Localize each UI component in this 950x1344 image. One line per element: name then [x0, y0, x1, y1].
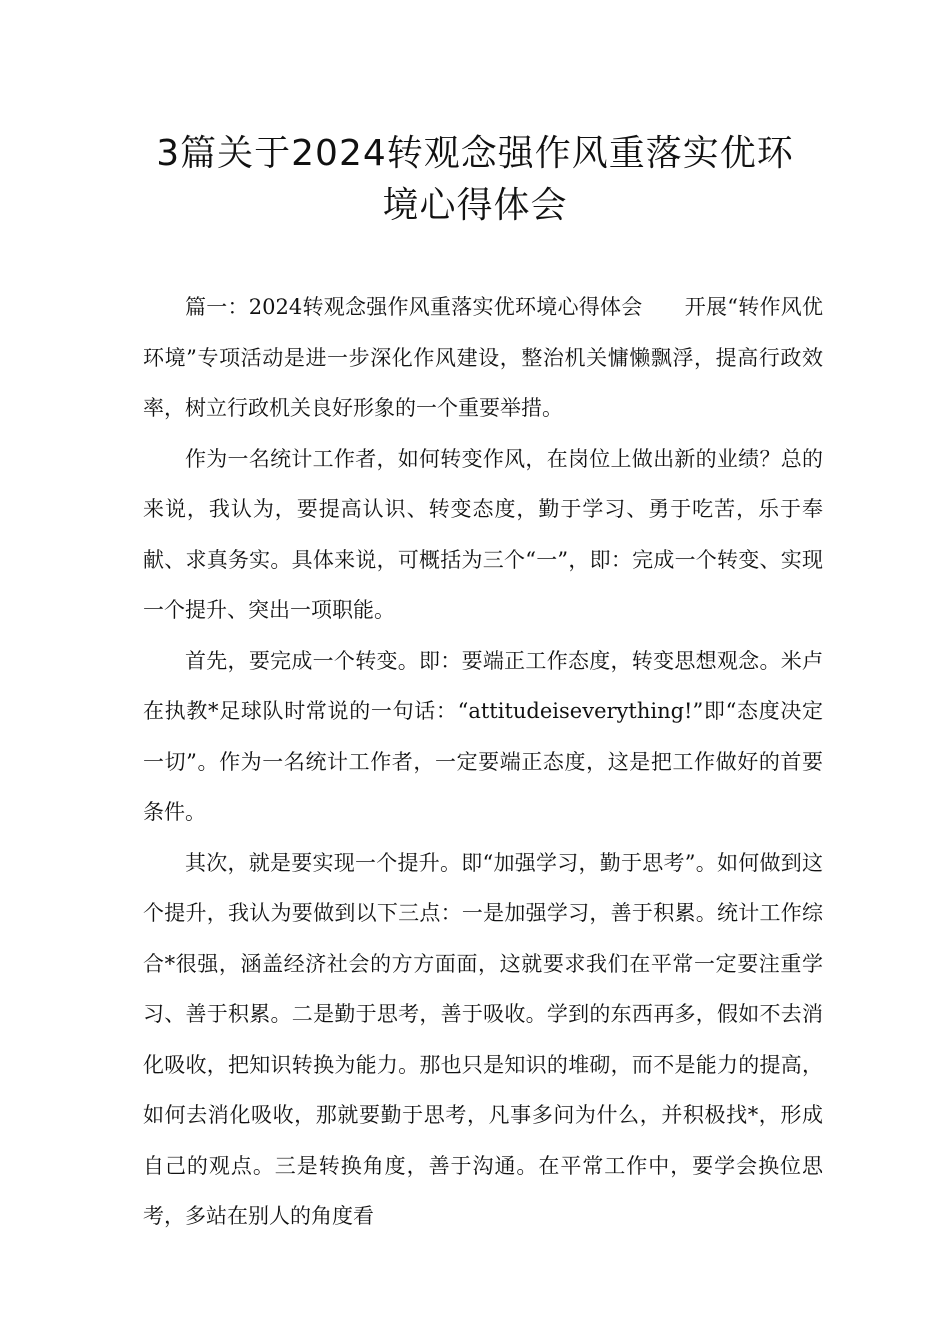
section-heading: 篇一：2024转观念强作风重落实优环境心得体会 [185, 295, 643, 319]
paragraph-3: 首先，要完成一个转变。即：要端正工作态度，转变思想观念。米卢在执教*足球队时常说的一句话：“attitudeiseverything!”即“态度决定一切”。作为一名统计工作者，一定要端正态度，这是把工作做好的首要条件。 [143, 648, 823, 824]
document-title: 3篇关于2024转观念强作风重落实优环境心得体会 [156, 133, 794, 226]
paragraph-2: 作为一名统计工作者，如何转变作风，在岗位上做出新的业绩？总的来说，我认为，要提高认识、转变态度，勤于学习、勇于吃苦，乐于奉献、求真务实。具体来说，可概括为三个“一”，即：完成一个转变、实现一个提升、突出一项职能。 [143, 446, 823, 622]
paragraph-4: 其次，就是要实现一个提升。即“加强学习，勤于思考”。如何做到这个提升，我认为要做到以下三点：一是加强学习，善于积累。统计工作综合*很强，涵盖经济社会的方方面面，这就要求我们在平常一定要注重学习、善于积累。二是勤于思考，善于吸收。学到的东西再多，假如不去消化吸收，把知识转换为能力。那也只是知识的堆砌，而不是能力的提高，如何去消化吸收，那就要勤于思考，凡事多问为什么，并积极找*，形成自己的观点。三是转换角度，善于沟通。在平常工作中，要学会换位思考，多站在别人的角度看 [143, 850, 823, 1228]
paragraph-text: 开展“转作风优环境”专项活动是进一步深化作风建设，整治机关慵懒飘浮，提高行政效率，树立行政机关良好形象的一个重要举措。 [143, 295, 823, 420]
document-body [143, 282, 823, 1242]
paragraph-1 [143, 282, 823, 434]
